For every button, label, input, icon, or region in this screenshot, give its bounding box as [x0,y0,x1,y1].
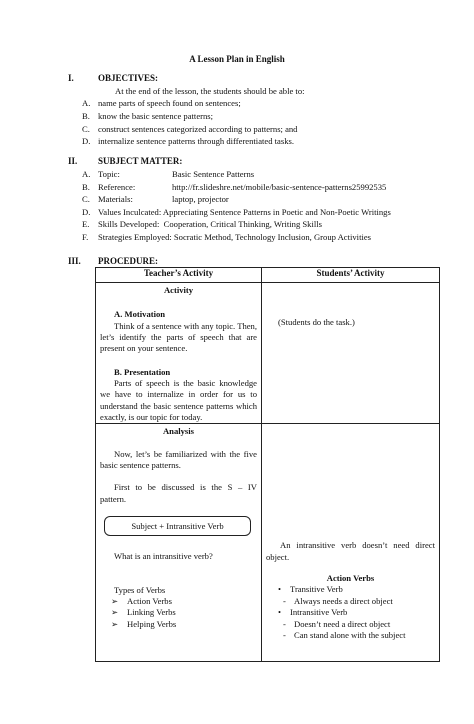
subject-item-skills: E. Skills Developed: Cooperation, Critical Thinking, Writing Skills [82,219,322,230]
subject-matter-list [82,169,434,245]
objectives-list [82,86,434,149]
procedure-table [95,267,440,662]
analysis-paragraph-1: Now, let’s be familiarized with the five basic sentence patterns. [100,448,257,471]
activity-heading: Activity [163,285,194,295]
arrow-bullet-icon: ➢ [111,607,119,618]
types-of-verbs-heading: Types of Verbs [114,584,166,595]
document-title: A Lesson Plan in English [189,54,285,64]
action-verbs-heading: Action Verbs [326,573,375,584]
analysis-paragraph-2: First to be discussed is the S – IV pattern. [100,482,257,504]
list-item: • Intransitive Verb [278,607,348,618]
motivation-text: Think of a sentence with any topic. Then, let’s identify the parts of speech that are present on your sentence. [100,320,257,354]
analysis-heading: Analysis [162,426,195,437]
analysis-answer: An intransitive verb doesn’t need direct object. [266,540,435,562]
teacher-activity-header: Teacher’s Activity [96,268,262,283]
list-item: - Doesn’t need a direct object [283,618,391,629]
subject-item-materials: C. Materials: laptop, projector [82,194,229,205]
students-response: (Students do the task.) [278,317,355,327]
objective-item: D. internalize sentence patterns through differentiated tasks. [82,136,294,147]
students-activity-header: Students’ Activity [262,268,440,283]
lesson-plan-page: A Lesson Plan in English I. OBJECTIVES: At the end of the lesson, the students should be able to: A. name parts of speech found on sentences; B. know the basic sentence patterns; C. construct sentences categorized according to patterns; and D. internalize sentence patterns through differentiated tasks. II. SUBJECT MATTER: A. Topic: Basic Sentence Patterns B. Reference: http://fr.slideshre.net/mobile/basic-sentence-patterns25992535 C. Materials: laptop, projector D. Values Inculcated: Appreciating Sentence Patterns in Poetic and Non-Poetic Writings E. Skills Developed: Cooperation, Critical Thinking, Writing Skills F. Strategies Employed: Socratic Method, Technology Inclusion, Group Activities III. PROCEDURE: Teacher’s Activity Students’ Activity Activity A. Motivation Think of a sentence with any topic. Then, let’s identify the parts of speech that are present on your sentence. B. Presentation Parts of speech is the basic knowledge we have to internalize in order for us to understand the basic sentence patterns which exactly, is our topic for today. (Students do the task.) Analysis Now, let’s be familiarized with the five basic sentence patterns. First to be discussed is the S – IV pattern. Subject + Intransitive Verb What is an intransitive verb? Types of Verbs ➢ Action Verbs ➢ Linking Verbs ➢ Helping Verbs An intransitive verb doesn’t need direct object. Action Verbs • Transitive Verb - Always needs a direct object • Intransitive Verb - Doesn’t need a direct object - Can stand alone with the subject [0,0,474,724]
objectives-intro: At the end of the lesson, the students should be able to: [115,86,305,96]
list-item: - Can stand alone with the subject [283,629,406,640]
students-cell-activity [262,283,440,424]
arrow-bullet-icon: ➢ [111,595,119,606]
students-cell-analysis [262,424,440,662]
objective-item: B. know the basic sentence patterns; [82,110,214,121]
bullet-icon: • [278,607,282,618]
subject-item-strategies: F. Strategies Employed: Socratic Method, Technology Inclusion, Group Activities [82,231,372,242]
motivation-heading: A. Motivation [114,309,166,320]
list-item: ➢ Action Verbs [111,595,172,606]
presentation-text: Parts of speech is the basic knowledge we have to internalize in order for us to understand the basic sentence patterns which exactly, is our topic for today. [100,378,257,423]
objective-item: A. name parts of speech found on sentences; [82,98,241,109]
types-of-verbs-list [100,596,257,630]
formula-box: Subject + Intransitive Verb [104,516,251,536]
arrow-bullet-icon: ➢ [111,618,119,629]
list-item: • Transitive Verb [278,584,343,595]
table-row-activity [96,283,440,424]
objective-item: C. construct sentences categorized according to patterns; and [82,123,298,134]
table-row-analysis [96,424,440,662]
presentation-heading: B. Presentation [114,366,171,377]
teacher-cell-activity [96,283,262,424]
subject-item-reference: B. Reference: http://fr.slideshre.net/mobile/basic-sentence-patterns25992535 [82,181,387,192]
subject-item-values: D. Values Inculcated: Appreciating Sentence Patterns in Poetic and Non-Poetic Writings [82,206,391,217]
list-item: ➢ Linking Verbs [111,607,176,618]
subject-item-topic: A. Topic: Basic Sentence Patterns [82,169,255,179]
teacher-cell-analysis [96,424,262,662]
bullet-icon: • [278,584,282,595]
list-item: - Always needs a direct object [283,595,393,606]
analysis-question: What is an intransitive verb? [114,551,213,562]
table-header-row [96,268,440,283]
list-item: ➢ Helping Verbs [111,618,177,629]
